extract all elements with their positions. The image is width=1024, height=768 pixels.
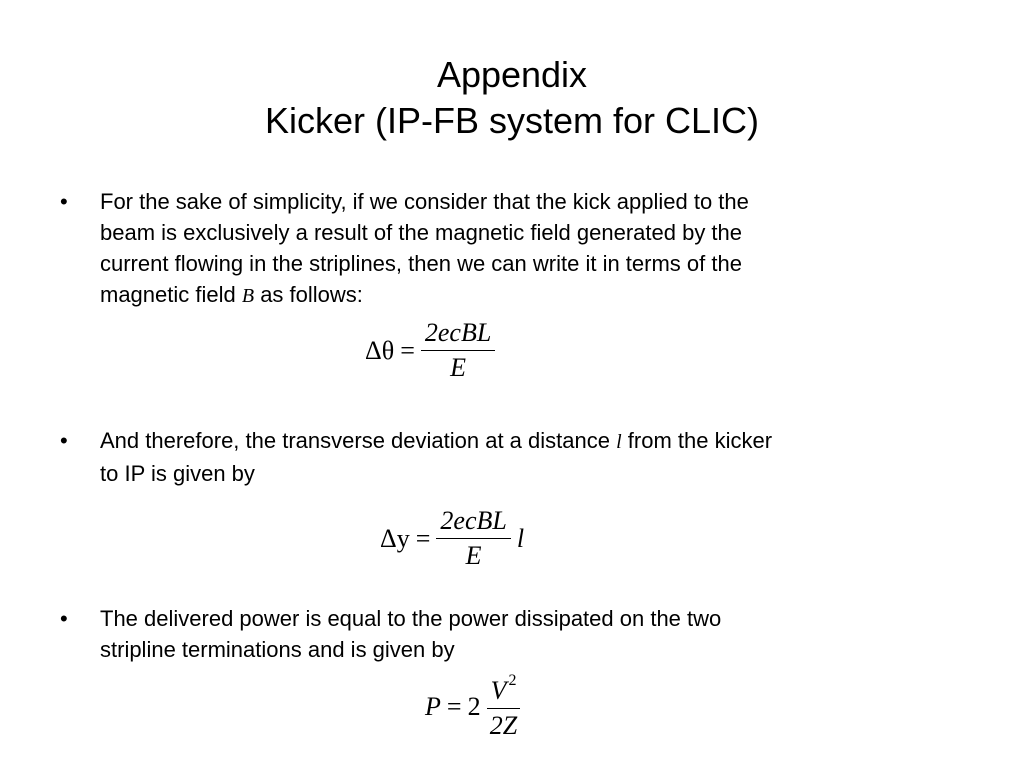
eq2-denominator: E <box>465 541 482 570</box>
bullet-1-line-4-post: as follows: <box>254 282 363 307</box>
eq1-lhs: Δθ <box>365 335 395 365</box>
title-line-2: Kicker (IP-FB system for CLIC) <box>264 100 760 141</box>
eq3-lhs: P <box>425 691 441 721</box>
eq3-numerator-var: V <box>490 676 507 705</box>
bullet-2-line-2: to IP is given by <box>100 461 255 486</box>
eq3-coefficient: 2 <box>467 691 481 721</box>
slide-title <box>0 52 1024 144</box>
bullet-2-line-1-post: from the kicker <box>621 428 773 453</box>
eq2-numerator: 2ecBL <box>436 506 510 539</box>
bullet-1-line-4 <box>100 279 749 312</box>
bullet-1-line-3: current flowing in the striplines, then we can write it in terms of the <box>100 251 742 276</box>
bullet-2-line-1-pre: And therefore, the transverse deviation at a distance <box>100 428 617 453</box>
bullet-text-3 <box>100 603 721 665</box>
eq1-equals: = <box>400 335 415 365</box>
eq1-fraction <box>421 318 495 383</box>
bullet-marker-1: • <box>60 189 68 214</box>
eq2-equals: = <box>415 523 431 553</box>
equation-kick-angle <box>365 318 501 383</box>
bullet-2-line-1 <box>100 425 772 458</box>
bullet-1-line-1: For the sake of simplicity, if we consider that the kick applied to the <box>100 189 749 214</box>
bullet-1-line-4-pre: magnetic field <box>100 282 242 307</box>
variable-b: B <box>241 285 255 307</box>
variable-l: l <box>616 431 622 453</box>
bullet-3-line-1: The delivered power is equal to the power dissipated on the two <box>100 606 722 631</box>
eq3-fraction <box>487 672 521 741</box>
eq3-equals: = <box>446 691 462 721</box>
eq2-lhs: Δy <box>380 523 410 553</box>
bullet-text-2 <box>100 425 772 489</box>
eq3-denominator: 2Z <box>489 711 518 740</box>
eq3-numerator <box>487 672 521 709</box>
bullet-text-1 <box>100 186 749 312</box>
equation-transverse-deviation <box>380 506 524 571</box>
title-line-1: Appendix <box>436 54 588 95</box>
eq2-factor: l <box>516 523 525 553</box>
bullet-1-line-2: beam is exclusively a result of the magnetic field generated by the <box>100 220 743 245</box>
bullet-3-line-2: stripline terminations and is given by <box>100 637 455 662</box>
eq2-fraction <box>436 506 510 571</box>
bullet-marker-2: • <box>60 428 68 453</box>
equation-delivered-power <box>425 672 526 741</box>
eq1-denominator: E <box>450 353 467 382</box>
eq1-numerator: 2ecBL <box>421 318 495 351</box>
bullet-marker-3: • <box>60 606 68 631</box>
eq3-exponent: 2 <box>508 672 517 689</box>
